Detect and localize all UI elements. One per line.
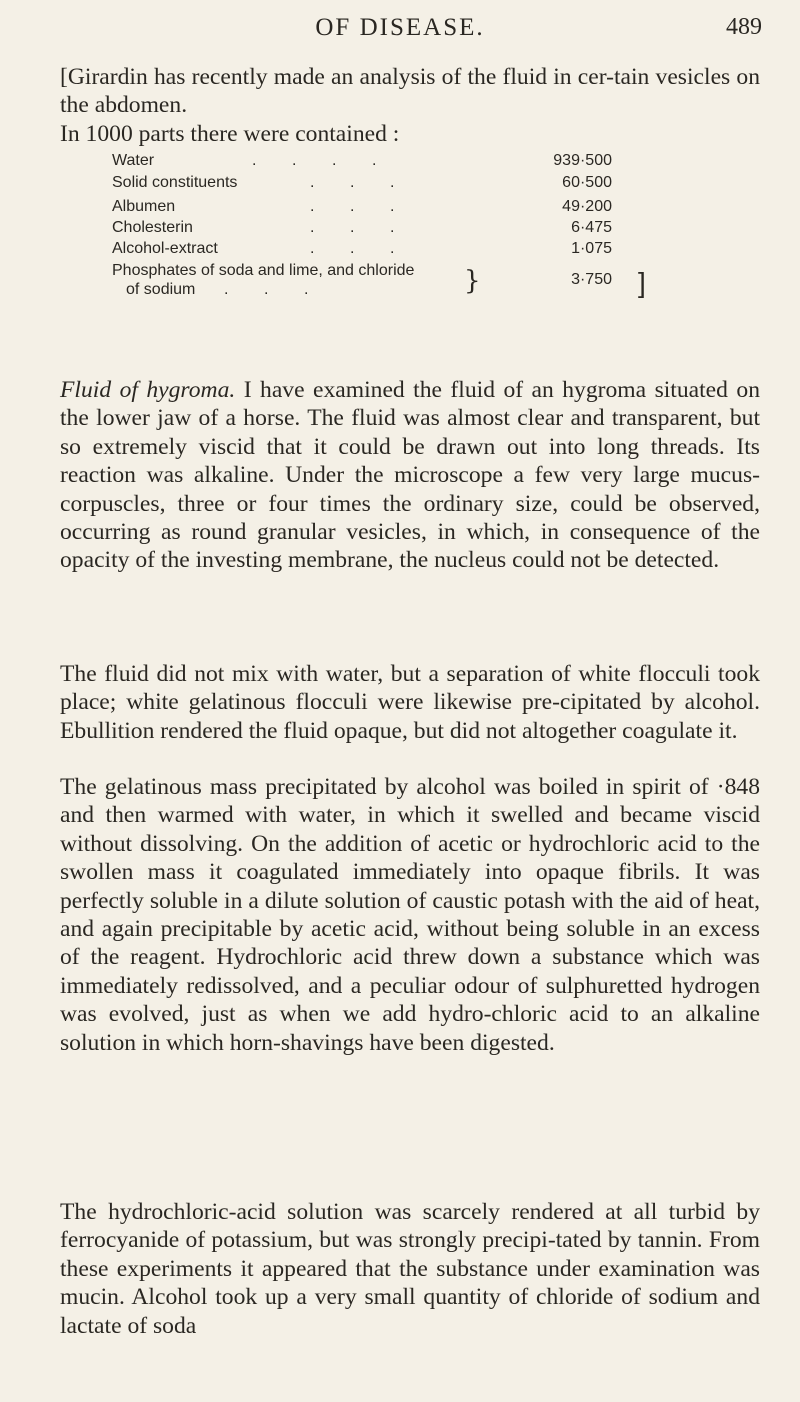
page-number: 489 — [726, 14, 762, 40]
leader-dots: . . . — [310, 240, 395, 257]
paragraph-mucin — [60, 1198, 760, 1340]
analysis-value: 3·750 — [571, 271, 612, 288]
leader-dots: . . . — [224, 281, 309, 298]
paragraph-text: The gelatinous mass precipitated by alcohol was boiled in spirit of ·848 and then warmed with water, in which it swelled and became viscid without dissolving. On the addition of acetic or hydrochloric acid to the swollen mass it coagulated immediately into opaque fibrils. It was perfectly soluble in a dilute solution of caustic potash with the aid of heat, and again precipitable by acetic acid, without being soluble in an excess of the reagent. Hydrochloric acid threw down a substance which was immediately redissolved, and a peculiar odour of sulphuretted hydrogen was evolved, just as when we add hydro-chloric acid to an alkaline solution in which horn-shavings have been digested. — [60, 774, 760, 1056]
analysis-label: Alcohol-extract — [112, 240, 218, 257]
analysis-row-phosphates — [112, 262, 672, 306]
closing-bracket: ] — [638, 267, 646, 298]
paragraph-flocculi — [60, 660, 760, 745]
intro-text: [Girardin has recently made an analysis of the fluid in cer-tain vesicles on the abdomen. — [60, 64, 760, 119]
analysis-label: Solid constituents — [112, 174, 238, 191]
paragraph-text: The hydrochloric-acid solution was scarcely rendered at all turbid by ferrocyanide of potassium, but was strongly precipi-tated by tannin. From these experiments it appeared that the substance under examination was mucin. Alcohol took up a very small quantity of chloride of sodium and lactate of soda — [60, 1199, 760, 1339]
intro-subline — [60, 120, 760, 148]
analysis-row-solid — [112, 174, 672, 196]
running-head — [0, 14, 800, 54]
analysis-value: 939·500 — [553, 152, 612, 169]
analysis-row-alcohol-extract — [112, 240, 672, 262]
intro-subline-text: In 1000 parts there were contained : — [60, 121, 400, 147]
analysis-value: 60·500 — [562, 174, 612, 191]
analysis-label-continued: of sodium — [126, 281, 196, 298]
leader-dots: . . . — [310, 174, 395, 191]
paragraph-lead: Fluid of hygroma. — [60, 377, 236, 403]
running-title: OF DISEASE. — [315, 14, 485, 41]
analysis-value: 6·475 — [571, 219, 612, 236]
intro-paragraph — [60, 63, 760, 120]
analysis-label: Cholesterin — [112, 219, 193, 236]
analysis-row-cholesterin — [112, 219, 672, 241]
analysis-row-albumen — [112, 198, 672, 220]
paragraph-text: The fluid did not mix with water, but a separation of white flocculi took place; white gelatinous flocculi were likewise pre-cipitated by alcohol. Ebullition rendered the fluid opaque, but did not altogether coagulate it. — [60, 661, 760, 744]
paragraph-hygroma — [60, 376, 760, 575]
paragraph-text: I have examined the fluid of an hygroma situated on the lower jaw of a horse. The fluid was almost clear and transparent, but so extremely viscid that it could be drawn out into long threads. Its reaction was alkaline. Under the microscope a few very large mucus-corpuscles, three or four times the ordinary size, could be observed, occurring as round granular vesicles, in which, in consequence of the opacity of the investing membrane, the nucleus could not be detected. — [60, 377, 760, 574]
curly-brace-icon: } — [464, 266, 481, 296]
analysis-value: 49·200 — [562, 198, 612, 215]
analysis-row-water — [112, 152, 672, 174]
analysis-value: 1·075 — [571, 240, 612, 257]
analysis-label: Phosphates of soda and lime, and chloride — [112, 262, 415, 279]
leader-dots: . . . . — [252, 152, 377, 169]
leader-dots: . . . — [310, 219, 395, 236]
analysis-label: Water — [112, 152, 155, 169]
paragraph-gelatinous-mass — [60, 773, 760, 1057]
leader-dots: . . . — [310, 198, 395, 215]
analysis-label: Albumen — [112, 198, 176, 215]
